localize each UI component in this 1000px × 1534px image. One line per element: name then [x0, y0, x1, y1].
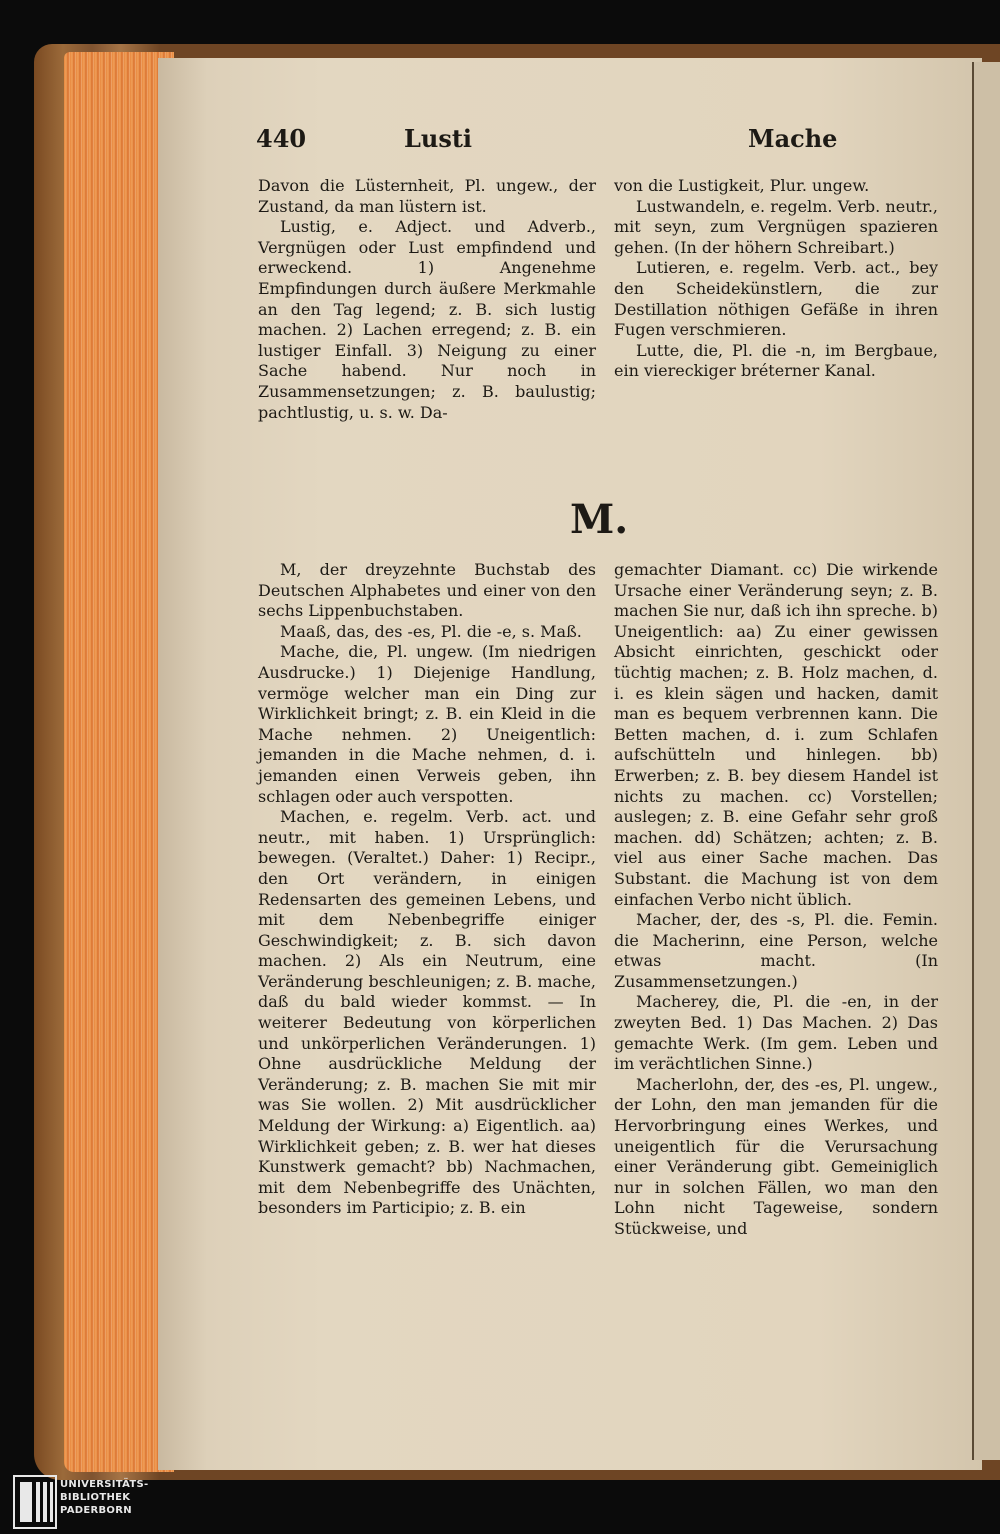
running-head-left: Lusti: [404, 124, 473, 153]
entry: Mache, die, Pl. ungew. (Im niedrigen Ausdrucke.) 1) Diejenige Handlung, vermöge welcher man ein Ding zur Wirklichkeit bringt; z. B. ein Kleid in die Mache nehmen. 2) Uneigentlich: jemanden in die Mache nehmen, d. i. jemanden einen Verweis geben, ihn schlagen oder auch verspotten.: [258, 642, 596, 806]
library-logo-icon: [12, 1474, 60, 1534]
column-upper-left: [258, 176, 596, 423]
entry: Machen, e. regelm. Verb. act. und neutr., mit haben. 1) Ursprünglich: bewegen. (Veraltet.) Daher: 1) Recipr., den Ort verändern, in einigen Redensarten des gemeinen Lebens, und mit dem Nebenbegriffe einiger Geschwindigkeit; z. B. sich davon machen. 2) Als ein Neutrum, eine Veränderung beschleunigen; z. B. mache, daß du bald wieder kommst. — In weiterer Bedeutung von körperlichen und unkörperlichen Veränderungen. 1) Ohne ausdrückliche Meldung der Veränderung; z. B. machen Sie mit mir was Sie wollen. 2) Mit ausdrücklicher Meldung der Wirkung: a) Eigentlich. aa) Wirklichkeit geben; z. B. wer hat dieses Kunstwerk gemacht? bb) Nachmachen, mit dem Nebenbegriffe des Unächten, besonders im Participio; z. B. ein: [258, 807, 596, 1218]
library-name: [60, 1478, 149, 1517]
entry: gemachter Diamant. cc) Die wirkende Ursache einer Veränderung seyn; z. B. machen Sie nur, daß ich ihn spreche. b) Uneigentlich: aa) Zu einer gewissen Absicht einrichten, geschickt oder tüchtig machen; z. B. Holz machen, d. i. es klein sägen und hacken, damit man es bequem verbrennen kann. Die Betten machen, d. i. zum Schlafen aufschütteln und hinlegen. bb) Erwerben; z. B. bey diesem Handel ist nichts zu machen. cc) Vorstellen; auslegen; z. B. eine Gefahr sehr groß machen. dd) Schätzen; achten; z. B. viel aus einer Sache machen. Das Substant. die Machung ist von dem einfachen Verbo nicht üblich.: [614, 560, 938, 909]
library-name-line: BIBLIOTHEK: [60, 1492, 131, 1503]
entry: Maaß, das, des -es, Pl. die -e, s. Maß.: [280, 621, 582, 641]
facing-page-edge: [972, 62, 1000, 1460]
column-lower-left: [258, 560, 596, 1219]
entry: Davon die Lüsternheit, Pl. ungew., der Zustand, da man lüstern ist.: [258, 176, 596, 216]
page-number: 440: [256, 124, 307, 153]
entry: Lustwandeln, e. regelm. Verb. neutr., mit seyn, zum Vergnügen spazieren gehen. (In der höhern Schreibart.): [614, 196, 938, 257]
library-name-line: PADERBORN: [60, 1505, 132, 1516]
entry: Macher, der, des -s, Pl. die. Femin. die Macherinn, eine Person, welche etwas macht. (In Zusammensetzungen.): [614, 910, 938, 991]
entry: Macherey, die, Pl. die -en, in der zweyten Bed. 1) Das Machen. 2) Das gemachte Werk. (Im gem. Leben und im verächtlichen Sinne.): [614, 992, 938, 1074]
running-head-right: Mache: [748, 124, 838, 153]
column-lower-right: [614, 560, 938, 1240]
entry: Lustig, e. Adject. und Adverb., Vergnügen oder Lust empfindend und erweckend. 1) Angenehme Empfindungen durch äußere Merkmahle an den Tag legend; z. B. sich lustig machen. 2) Lachen erregend; z. B. ein lustiger Einfall. 3) Neigung zu einer Sache habend. Nur noch in Zusammensetzungen; z. B. baulustig; pachtlustig, u. s. w. Da-: [258, 217, 596, 422]
entry: Lutte, die, Pl. die -n, im Bergbaue, ein viereckiger bréterner Kanal.: [614, 340, 938, 381]
entry: Lutieren, e. regelm. Verb. act., bey den Scheidekünstlern, die zur Destillation nöthigen Gefäße in ihren Fugen verschmieren.: [614, 258, 938, 340]
library-name-line: UNIVERSITÄTS-: [60, 1479, 149, 1490]
entry: Macherlohn, der, des -es, Pl. ungew., der Lohn, den man jemanden für die Hervorbringung eines Werkes, und uneigentlich für die Verursachung einer Veränderung gibt. Gemeiniglich nur in solchen Fällen, wo man den Lohn nicht Tageweise, sondern Stückweise, und: [614, 1074, 938, 1238]
section-letter: M.: [570, 496, 629, 543]
entry: von die Lustigkeit, Plur. ungew.: [614, 176, 870, 195]
entry: M, der dreyzehnte Buchstab des Deutschen Alphabetes und einer von den sechs Lippenbuchstaben.: [258, 560, 596, 621]
column-upper-right: [614, 176, 938, 382]
